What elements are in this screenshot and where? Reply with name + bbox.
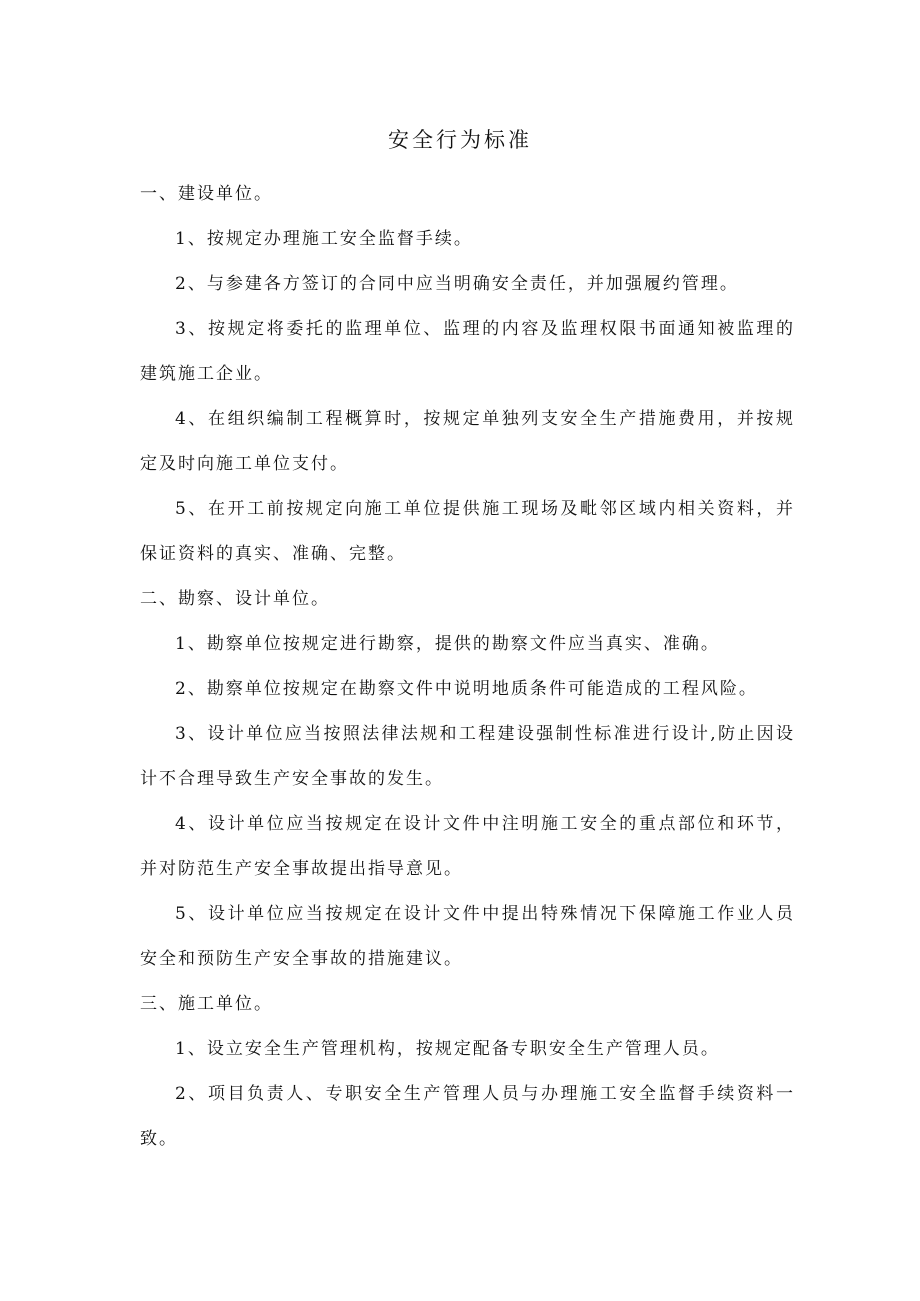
document-body <box>140 172 795 1162</box>
document-title: 安全行为标准 <box>388 128 532 152</box>
list-item: 2、勘察单位按规定在勘察文件中说明地质条件可能造成的工程风险。 <box>175 679 758 699</box>
section-heading: 二、勘察、设计单位。 <box>140 589 330 609</box>
list-item: 5、在开工前按规定向施工单位提供施工现场及毗邻区域内相关资料，并保证资料的真实、准确、完整。 <box>140 499 795 564</box>
list-item: 4、在组织编制工程概算时，按规定单独列支安全生产措施费用，并按规定及时向施工单位支付。 <box>140 409 795 474</box>
list-item: 3、设计单位应当按照法律法规和工程建设强制性标准进行设计,防止因设计不合理导致生产安全事故的发生。 <box>140 724 795 789</box>
section-construction-unit <box>140 172 795 577</box>
list-item: 4、设计单位应当按规定在设计文件中注明施工安全的重点部位和环节，并对防范生产安全事故提出指导意见。 <box>140 814 795 879</box>
section-heading: 一、建设单位。 <box>140 184 273 204</box>
list-item: 5、设计单位应当按规定在设计文件中提出特殊情况下保障施工作业人员安全和预防生产安全事故的措施建议。 <box>140 904 795 969</box>
list-item: 1、按规定办理施工安全监督手续。 <box>175 229 473 249</box>
section-construction-contractor <box>140 982 795 1162</box>
list-item: 2、项目负责人、专职安全生产管理人员与办理施工安全监督手续资料一致。 <box>140 1084 795 1149</box>
list-item: 1、勘察单位按规定进行勘察，提供的勘察文件应当真实、准确。 <box>175 634 720 654</box>
list-item: 2、与参建各方签订的合同中应当明确安全责任，并加强履约管理。 <box>175 274 739 294</box>
list-item: 1、设立安全生产管理机构，按规定配备专职安全生产管理人员。 <box>175 1039 720 1059</box>
section-survey-design-unit <box>140 577 795 982</box>
section-heading: 三、施工单位。 <box>140 994 273 1014</box>
list-item: 3、按规定将委托的监理单位、监理的内容及监理权限书面通知被监理的建筑施工企业。 <box>140 319 795 384</box>
